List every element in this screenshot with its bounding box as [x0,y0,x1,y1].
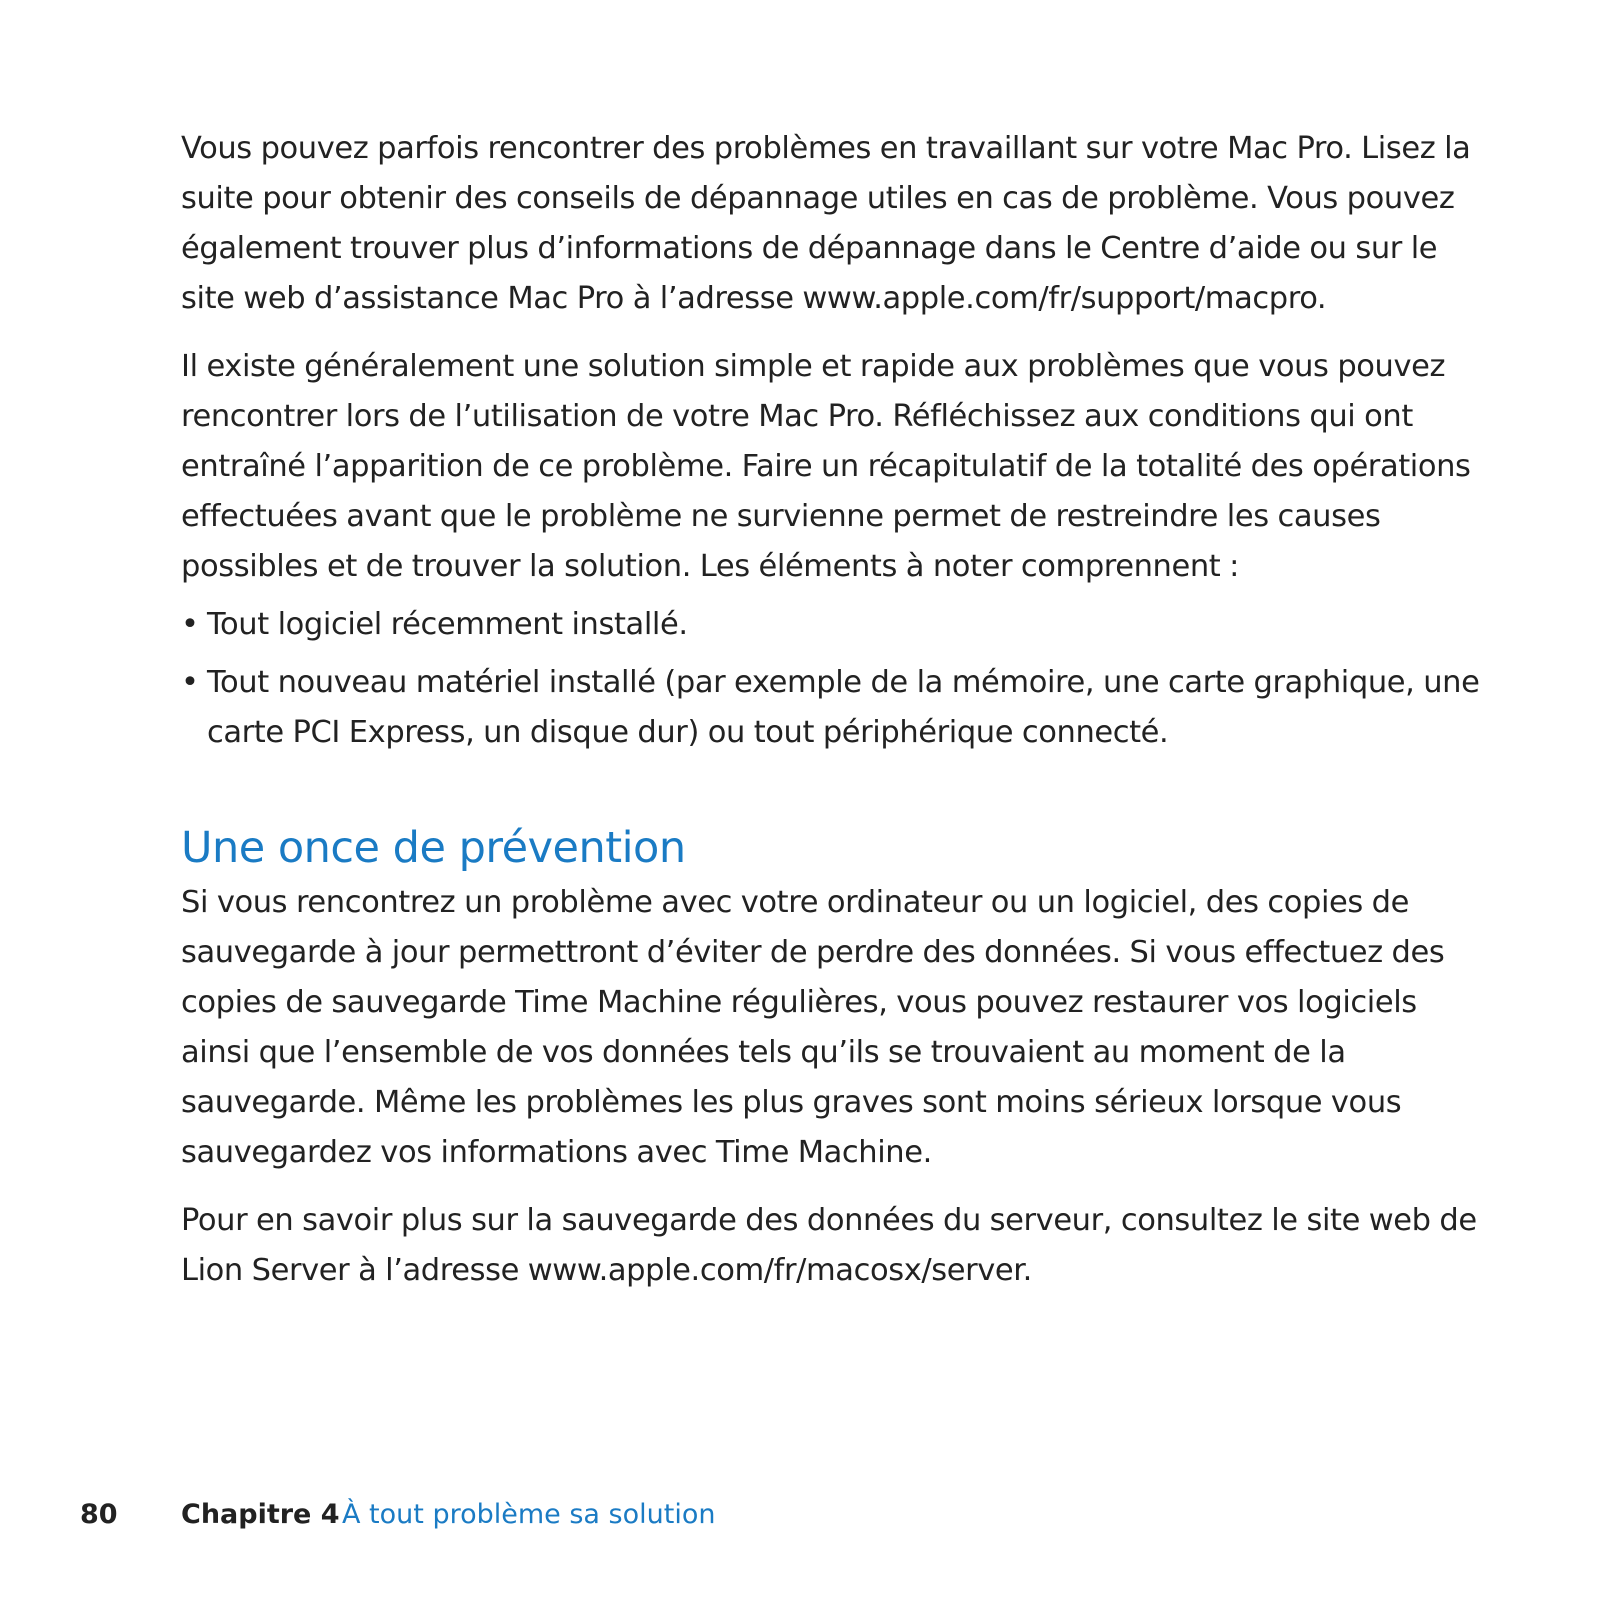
section-paragraph-2: Pour en savoir plus sur la sauvegarde des données du serveur, consultez le site web de Lion Server à l’adresse www.apple.com/fr/macosx/server. [181,1203,1477,1288]
bullet-marker: • [181,665,199,700]
list-item [181,658,1481,758]
list-item [181,600,1481,650]
page-content [181,124,1481,1296]
chapter-title: À tout problème sa solution [342,1499,716,1530]
intro-paragraph-2: Il existe généralement une solution simple et rapide aux problèmes que vous pouvez rencontrer lors de l’utilisation de votre Mac Pro. Réfléchissez aux conditions qui ont entraîné l’apparition de ce problème. Faire un récapitulatif de la totalité des opérations effectuées avant que le problème ne survienne permet de restreindre les causes possibles et de trouver la solution. Les éléments à noter comprennent : [181,349,1471,584]
chapter-label: Chapitre 4 [181,1499,340,1530]
list-item-text: Tout logiciel récemment installé. [207,607,688,642]
bullet-list [181,600,1481,758]
section-paragraph-1: Si vous rencontrez un problème avec votre ordinateur ou un logiciel, des copies de sauvegarde à jour permettront d’éviter de perdre des données. Si vous effectuez des copies de sauvegarde Time Machine régulières, vous pouvez restaurer vos logiciels ainsi que l’ensemble de vos données tels qu’ils se trouvaient au moment de la sauvegarde. Même les problèmes les plus graves sont moins sérieux lorsque vous sauvegardez vos informations avec Time Machine. [181,885,1445,1170]
intro-paragraph-1: Vous pouvez parfois rencontrer des problèmes en travaillant sur votre Mac Pro. Lisez la suite pour obtenir des conseils de dépannage utiles en cas de problème. Vous pouvez également trouver plus d’informations de dépannage dans le Centre d’aide ou sur le site web d’assistance Mac Pro à l’adresse www.apple.com/fr/support/macpro. [181,131,1471,316]
page-number: 80 [80,1499,118,1530]
bullet-marker: • [181,607,199,642]
list-item-text: Tout nouveau matériel installé (par exemple de la mémoire, une carte graphique, une carte PCI Express, un disque dur) ou tout périphérique connecté. [207,665,1480,750]
section-heading: Une once de prévention [181,823,686,873]
